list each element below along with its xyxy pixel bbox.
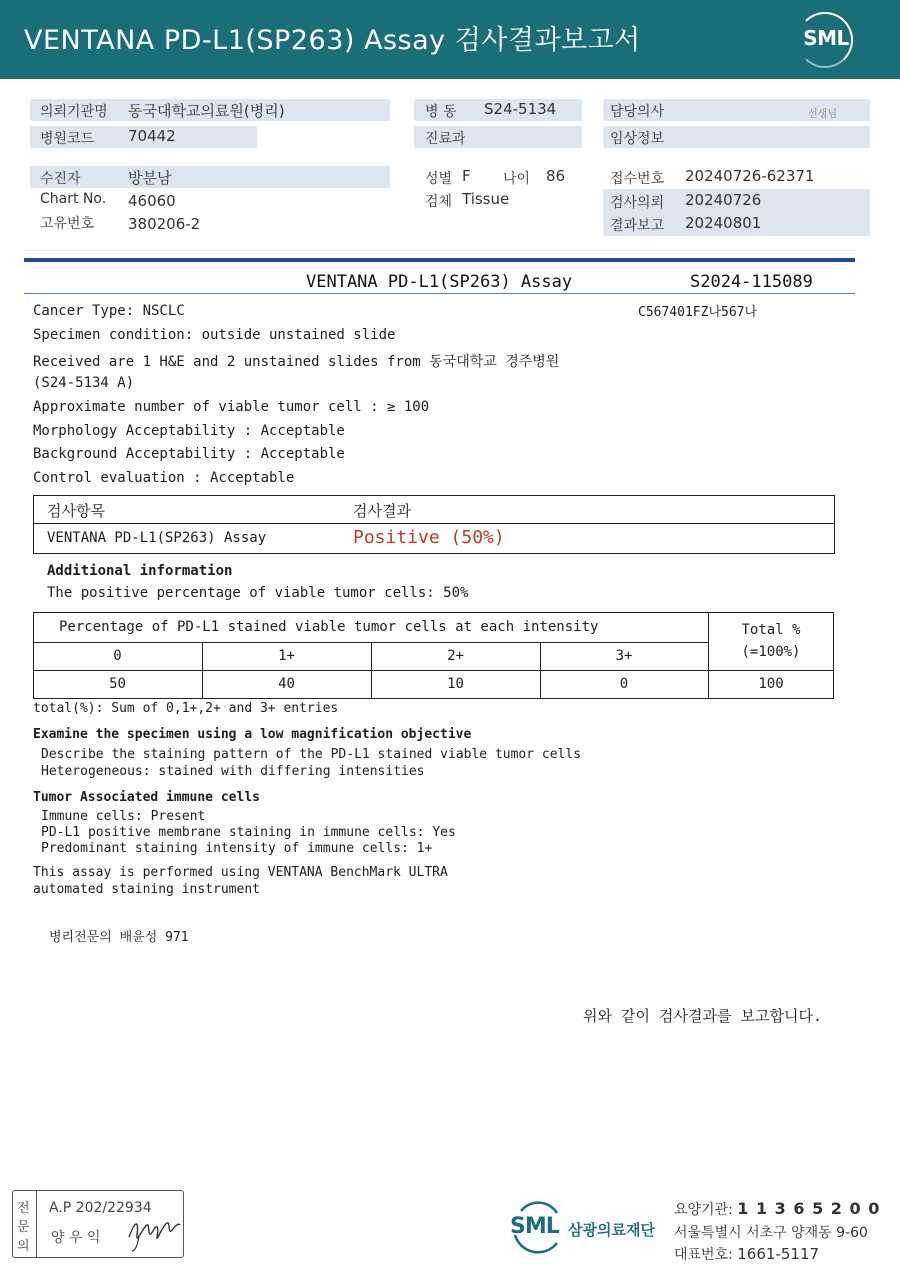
sex-label: 성별	[425, 171, 453, 187]
footer-address: 서울특별시 서초구 양재동 9-60	[674, 1225, 868, 1241]
stamp-char-3: 의	[17, 1239, 30, 1254]
morphology-acceptability: Morphology Acceptability : Acceptable	[33, 423, 345, 439]
viable-tumor-count: Approximate number of viable tumor cell : ≥ 100	[33, 399, 430, 415]
patient-value: 방분남	[128, 169, 172, 187]
report-label: 결과보고	[610, 218, 665, 234]
specimen-value: Tissue	[462, 190, 510, 208]
immune-line3: Predominant staining intensity of immune cells: 1+	[41, 841, 433, 856]
footer-provider-label: 요양기관:	[674, 1202, 738, 1218]
received-slides-ref: (S24-5134 A)	[33, 375, 135, 391]
intensity-value-1plus: 40	[278, 676, 295, 692]
footer-provider-number: 1 1 3 6 5 2 0 0	[737, 1199, 881, 1218]
immune-title: Tumor Associated immune cells	[33, 790, 260, 805]
examine-title: Examine the specimen using a low magnification objective	[33, 727, 472, 742]
intensity-col-1plus: 1+	[278, 648, 295, 664]
immune-line2: PD-L1 positive membrane staining in immune cells: Yes	[41, 825, 456, 840]
report-value: 20240801	[685, 214, 762, 232]
assay-subcode: C567401FZ나567나	[638, 305, 758, 320]
hospital-code-label: 병원코드	[40, 131, 95, 147]
sml-logo: SML	[803, 26, 849, 50]
footer-phone	[674, 1244, 819, 1264]
background-acceptability: Background Acceptability : Acceptable	[33, 446, 345, 462]
chart-value: 46060	[128, 192, 176, 210]
footer-sml-text: SML	[510, 1214, 559, 1239]
intensity-col-2plus: 2+	[447, 648, 464, 664]
assay-banner-title: VENTANA PD-L1(SP263) Assay	[306, 272, 573, 292]
patient-label: 수진자	[40, 171, 81, 187]
result-item: VENTANA PD-L1(SP263) Assay	[47, 530, 267, 546]
hospital-code-value: 70442	[128, 127, 176, 145]
signature-icon	[125, 1207, 183, 1253]
intensity-value-0: 50	[109, 676, 126, 692]
intensity-value-total: 100	[758, 676, 784, 692]
result-header-result: 검사결과	[353, 502, 411, 520]
id-value: 380206-2	[128, 215, 201, 233]
institution-label: 의뢰기관명	[40, 104, 108, 120]
platform-line1: This assay is performed using VENTANA BenchMark ULTRA	[33, 865, 448, 880]
assay-banner-code: S2024-115089	[690, 272, 813, 292]
accession-value: 20240726-62371	[685, 167, 815, 185]
closing-statement: 위와 같이 검사결과를 보고합니다.	[583, 1007, 822, 1025]
clinical-label: 임상정보	[610, 131, 665, 147]
additional-text: The positive percentage of viable tumor cells: 50%	[47, 585, 469, 601]
stamp-name: 양 우 익	[51, 1230, 101, 1246]
result-header-item: 검사항목	[47, 502, 105, 520]
received-slides: Received are 1 H&E and 2 unstained slides from 동국대학교 경주병원	[33, 354, 560, 370]
report-header	[0, 0, 900, 79]
result-value: Positive (50%)	[353, 527, 505, 548]
doctor-label: 담당의사	[610, 104, 665, 120]
cancer-type: Cancer Type: NSCLC	[33, 303, 185, 319]
divider-thin	[24, 293, 855, 294]
institution-value: 동국대학교의료원(병리)	[128, 102, 285, 120]
report-title: VENTANA PD-L1(SP263) Assay 검사결과보고서	[24, 25, 641, 56]
specimen-condition: Specimen condition: outside unstained slide	[33, 327, 396, 343]
intensity-col-0: 0	[113, 648, 122, 664]
stamp-char-2: 문	[17, 1220, 30, 1235]
footer-org-name: 삼광의료재단	[568, 1221, 655, 1239]
intensity-total-header: Total %	[741, 622, 801, 638]
sex-value: F	[462, 167, 471, 185]
doctor-suffix: 선생님	[808, 109, 837, 120]
intensity-col-3plus: 3+	[615, 648, 633, 664]
intensity-header: Percentage of PD-L1 stained viable tumor cells at each intensity	[59, 619, 599, 635]
age-label: 나이	[503, 171, 531, 187]
specimen-label: 검체	[425, 194, 453, 210]
dept-label: 진료과	[425, 131, 466, 147]
result-table-divider	[33, 523, 835, 524]
intensity-value-3plus: 0	[619, 676, 629, 692]
request-label: 검사의뢰	[610, 195, 665, 211]
intensity-total-header-sub: (=100%)	[741, 644, 801, 660]
pathologist: 병리전문의 배윤성 971	[49, 930, 189, 945]
ward-value: S24-5134	[484, 100, 557, 118]
request-value: 20240726	[685, 191, 762, 209]
stamp-ap-number: A.P 202/22934	[49, 1200, 152, 1216]
ward-label: 병 동	[425, 104, 457, 120]
examine-line1: Describe the staining pattern of the PD-L1 stained viable tumor cells	[41, 747, 582, 762]
divider-light	[24, 250, 855, 251]
age-value: 86	[546, 167, 566, 185]
stamp-side-panel	[13, 1191, 37, 1257]
id-label: 고유번호	[40, 216, 95, 232]
examine-line2: Heterogeneous: stained with differing intensities	[41, 764, 425, 779]
platform-line2: automated staining instrument	[33, 882, 260, 897]
stamp-char-1: 전	[17, 1201, 30, 1216]
divider-blue	[24, 258, 855, 262]
accession-label: 접수번호	[610, 171, 665, 187]
pathologist-stamp	[12, 1190, 184, 1258]
control-evaluation: Control evaluation : Acceptable	[33, 470, 295, 486]
intensity-subheader-divider	[33, 670, 834, 671]
intensity-note: total(%): Sum of 0,1+,2+ and 3+ entries	[33, 701, 339, 716]
footer-provider	[674, 1199, 880, 1219]
immune-line1: Immune cells: Present	[41, 809, 206, 824]
footer-phone-label: 대표번호:	[674, 1247, 738, 1263]
patient-row	[30, 166, 390, 188]
intensity-value-2plus: 10	[447, 676, 464, 692]
footer-phone-number: 1661-5117	[737, 1245, 820, 1263]
chart-label: Chart No.	[40, 191, 107, 207]
additional-title: Additional information	[47, 563, 233, 579]
